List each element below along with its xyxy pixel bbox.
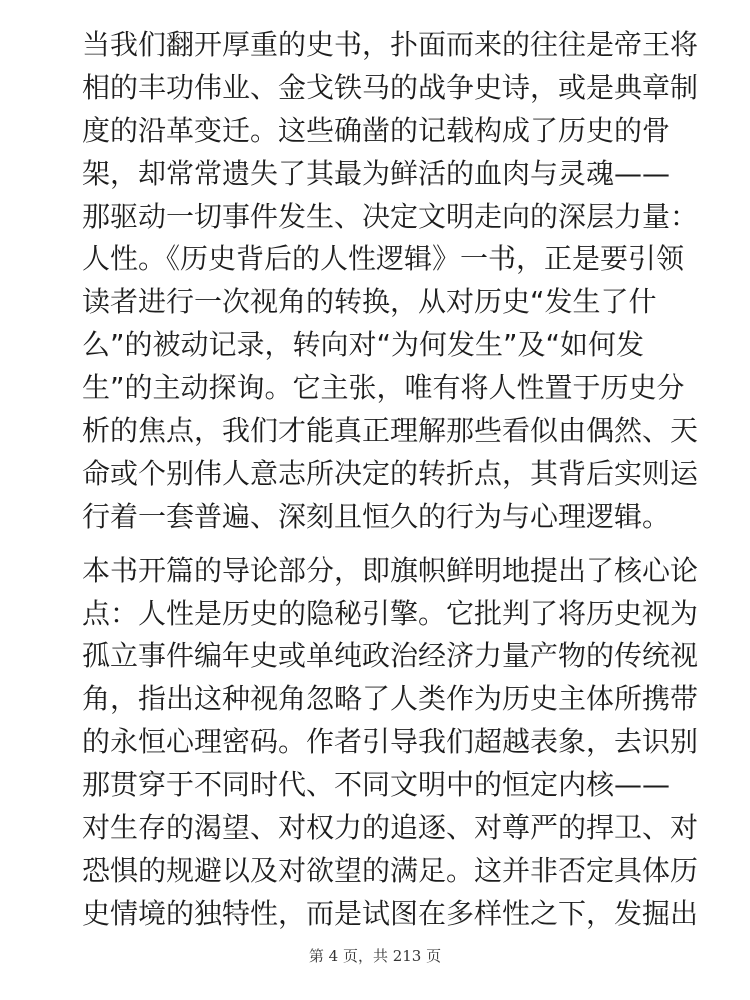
text-line: 生”的主动探询。它主张，唯有将人性置于历史分 [82,371,685,405]
text-line: 那贯穿于不同时代、不同文明中的恒定内核—— [82,768,671,802]
body-text [82,24,699,936]
paragraph-2 [82,550,699,936]
text-line: 对生存的渴望、对权力的追逐、对尊严的捍卫、对 [82,811,699,845]
text-line: 点：人性是历史的隐秘引擎。它批判了将历史视为 [82,596,699,630]
text-line: 本书开篇的导论部分，即旗帜鲜明地提出了核心论 [82,553,699,587]
text-line: 恐惧的规避以及对欲望的满足。这并非否定具体历 [82,853,699,887]
text-line: 角，指出这种视角忽略了人类作为历史主体所携带 [82,682,699,716]
page-number-label: 第 4 页，共 213 页 [308,947,442,965]
text-line: 的永恒心理密码。作者引导我们超越表象，去识别 [82,725,699,759]
text-line: 人性。《历史背后的人性逻辑》一书，正是要引领 [82,242,685,276]
text-line: 史情境的独特性，而是试图在多样性之下，发掘出 [82,896,699,930]
text-line: 那驱动一切事件发生、决定文明走向的深层力量： [82,199,699,233]
text-line: 度的沿革变迁。这些确凿的记载构成了历史的骨 [82,113,671,147]
text-line: 相的丰功伟业、金戈铁马的战争史诗，或是典章制 [82,70,699,104]
text-line: 析的焦点，我们才能真正理解那些看似由偶然、天 [82,414,699,448]
text-line: 命或个别伟人意志所决定的转折点，其背后实则运 [82,456,699,490]
paragraph-1 [82,24,699,539]
text-line: 架，却常常遗失了其最为鲜活的血肉与灵魂—— [82,156,671,190]
text-line: 当我们翻开厚重的史书，扑面而来的往往是帝王将 [82,28,699,61]
page-footer [0,946,750,966]
text-line: 读者进行一次视角的转换，从对历史“发生了什 [82,285,657,319]
text-line: 行着一套普遍、深刻且恒久的行为与心理逻辑。 [82,499,671,533]
text-line: 么”的被动记录，转向对“为何发生”及“如何发 [82,328,645,362]
text-line: 孤立事件编年史或单纯政治经济力量产物的传统视 [82,639,699,673]
